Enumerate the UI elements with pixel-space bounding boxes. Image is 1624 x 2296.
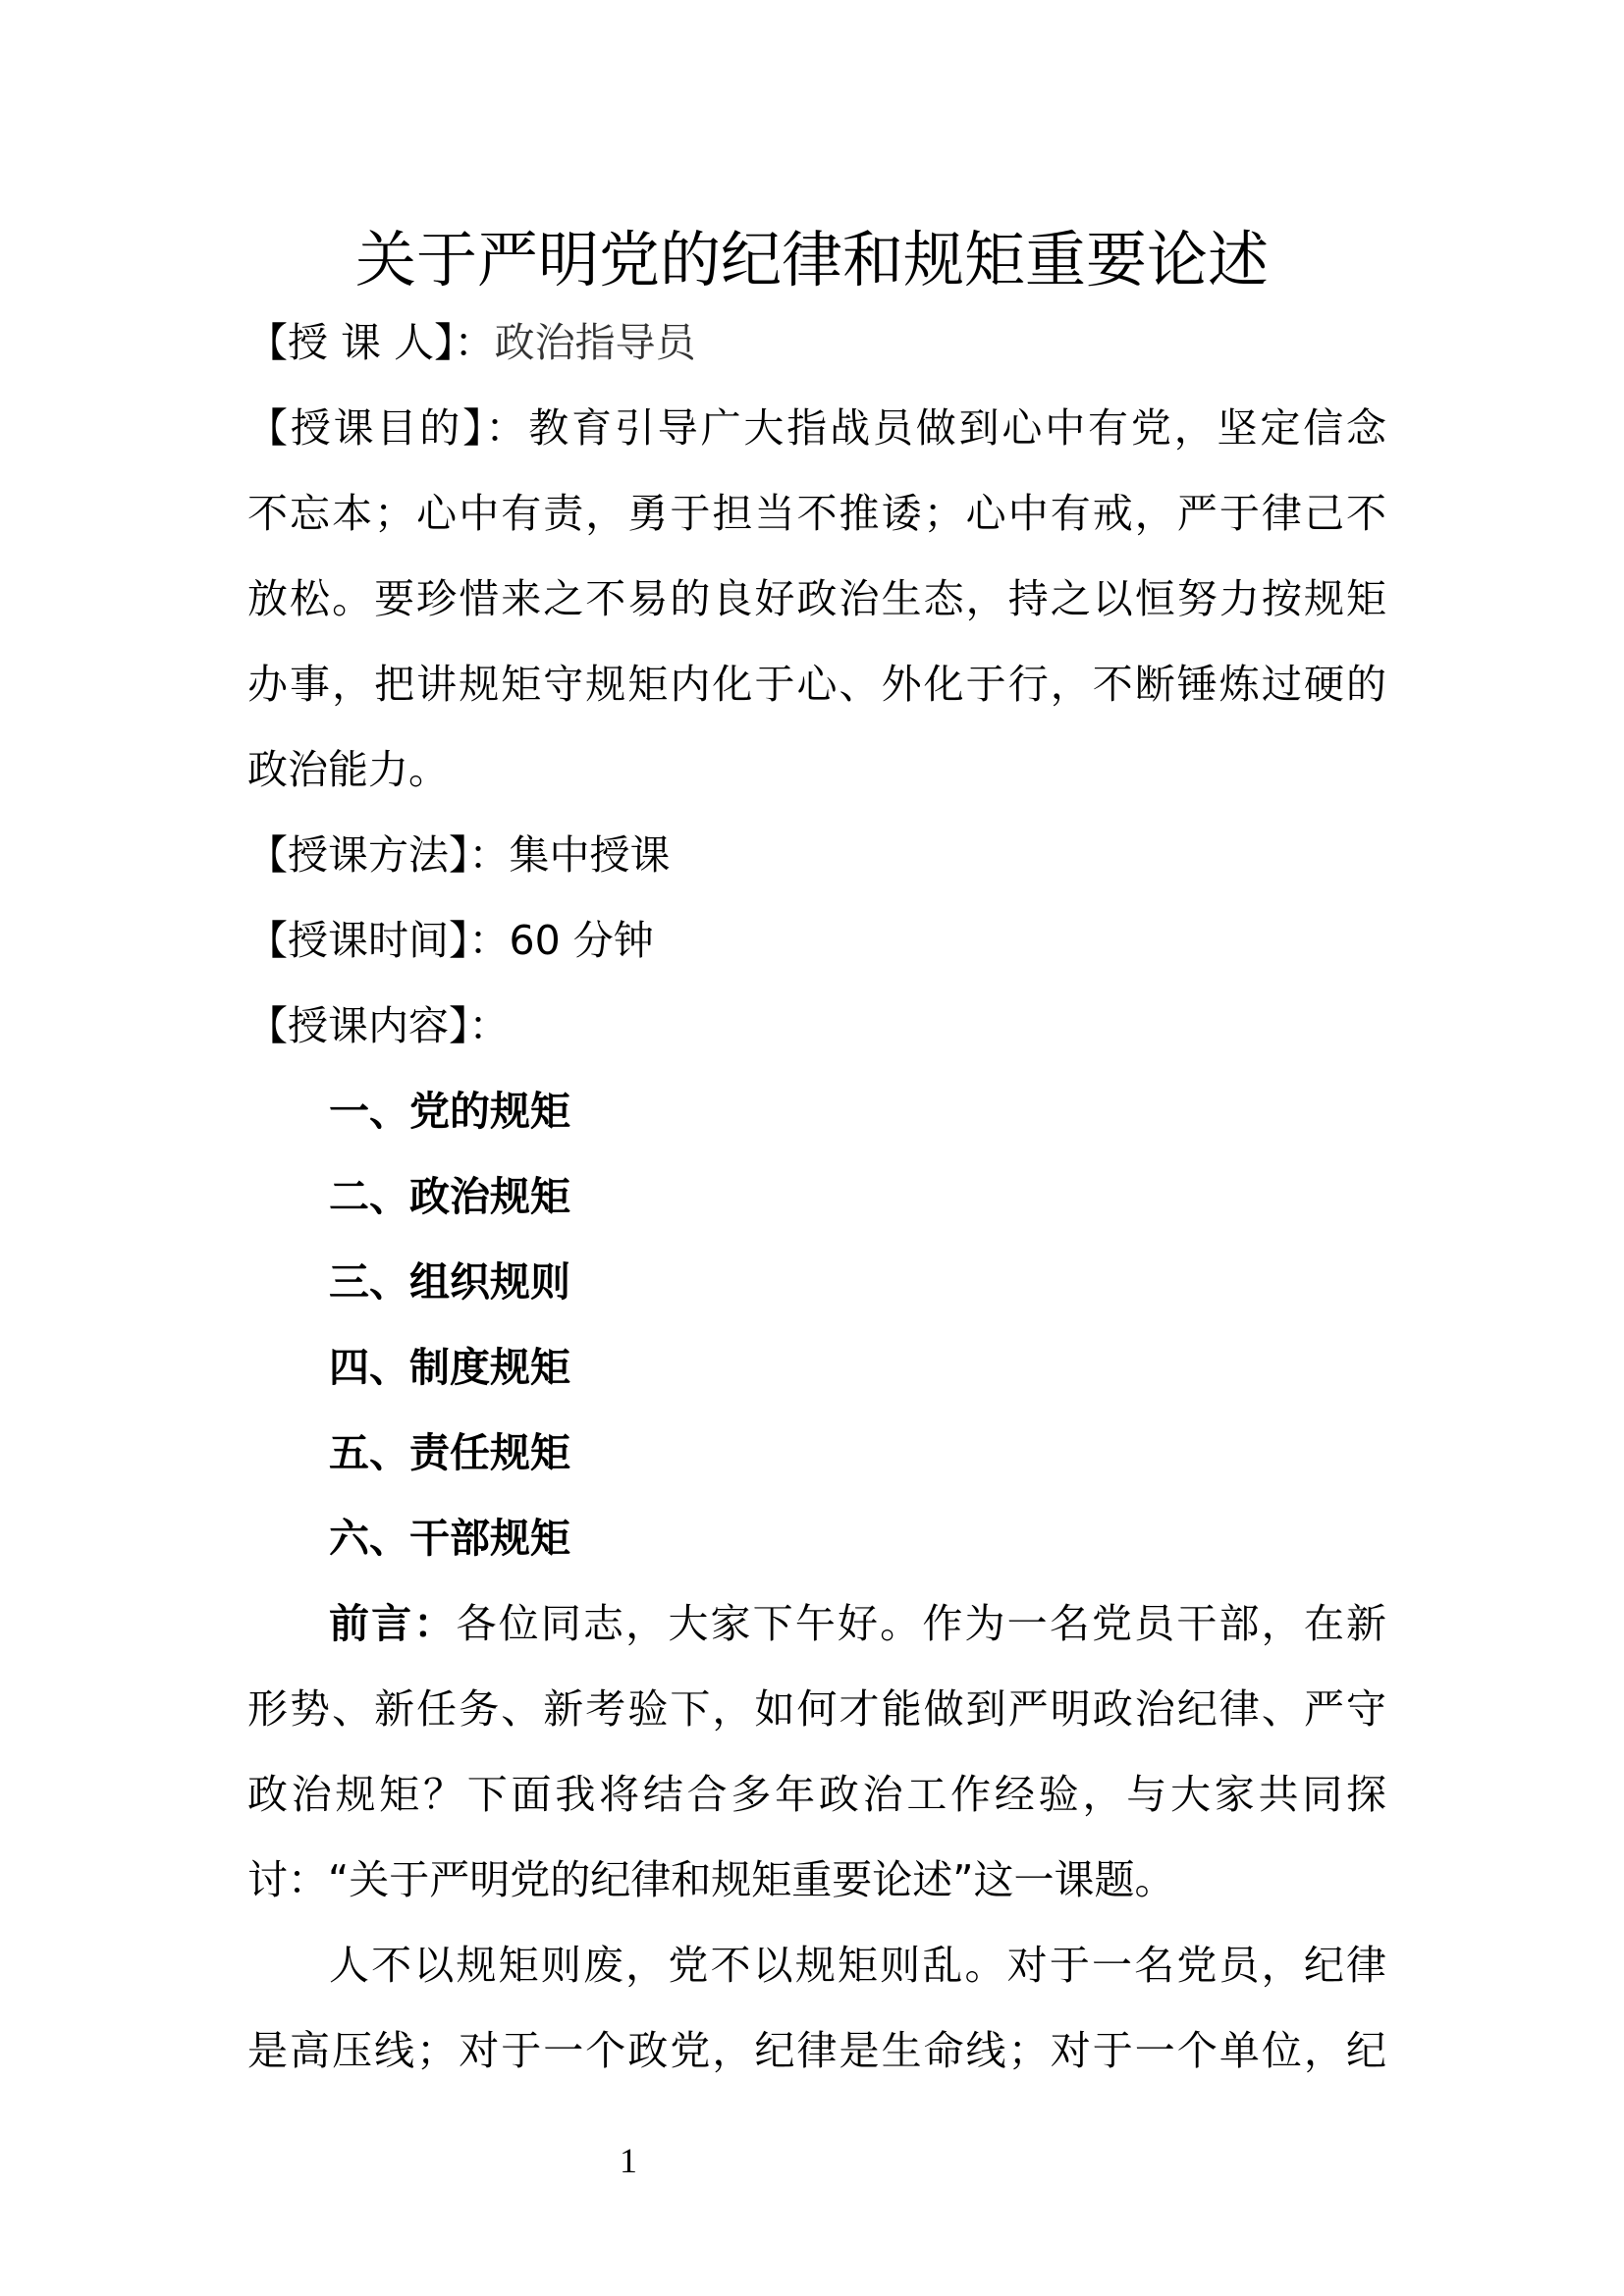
preface-row xyxy=(247,1581,1386,1667)
purpose-text-line: 政治能力。 xyxy=(247,746,449,793)
content-item: 二、政治规矩 xyxy=(329,1173,570,1220)
duration-label: 【授课时间】： xyxy=(247,917,510,964)
purpose-text: 教育引导广大指战员做到心中有党，坚定信念 xyxy=(528,404,1387,452)
content-item: 六、干部规矩 xyxy=(329,1515,570,1562)
preface-text-line: 政治规矩？下面我将结合多年政治工作经验，与大家共同探 xyxy=(247,1771,1386,1818)
purpose-text-line: 放松。要珍惜来之不易的良好政治生态，持之以恒努力按规矩 xyxy=(247,575,1386,622)
purpose-text-line: 办事，把讲规矩守规矩内化于心、外化于行，不断锤炼过硬的 xyxy=(247,661,1386,708)
duration-value: 60 分钟 xyxy=(509,917,654,964)
content-item: 四、制度规矩 xyxy=(329,1344,570,1391)
purpose-text-line: 不忘本；心中有责，勇于担当不推诿；心中有戒，严于律己不 xyxy=(247,490,1386,537)
content-item: 五、责任规矩 xyxy=(329,1429,570,1476)
preface-text-line: 形势、新任务、新考验下，如何才能做到严明政治纪律、严守 xyxy=(247,1685,1386,1733)
content-label: 【授课内容】： xyxy=(247,1002,510,1049)
instructor-label: 【授 课 人】： xyxy=(247,319,495,366)
method-row xyxy=(247,813,1386,898)
method-label: 【授课方法】： xyxy=(247,831,510,879)
paragraph-line: 人不以规矩则废，党不以规矩则乱。对于一名党员，纪律 xyxy=(329,1942,1386,1989)
document-title: 关于严明党的纪律和规矩重要论述 xyxy=(354,224,1269,295)
page-number: 1 xyxy=(620,2141,637,2180)
purpose-label: 【授课目的】： xyxy=(247,404,529,452)
content-item: 三、组织规则 xyxy=(329,1258,570,1306)
purpose-row xyxy=(247,386,1386,471)
preface-text: 各位同志，大家下午好。作为一名党员干部，在新 xyxy=(456,1600,1386,1647)
preface-text-line: 讨：“关于严明党的纪律和规矩重要论述”这一课题。 xyxy=(247,1856,1175,1903)
document-body xyxy=(247,300,1386,2094)
preface-label: 前言： xyxy=(329,1600,457,1647)
instructor-value: 政治指导员 xyxy=(494,319,696,366)
method-value: 集中授课 xyxy=(509,831,671,879)
paragraph-line: 是高压线；对于一个政党，纪律是生命线；对于一个单位，纪 xyxy=(247,2027,1386,2074)
duration-row xyxy=(247,898,1386,984)
content-item: 一、党的规矩 xyxy=(329,1088,570,1135)
instructor-row xyxy=(247,300,1386,386)
